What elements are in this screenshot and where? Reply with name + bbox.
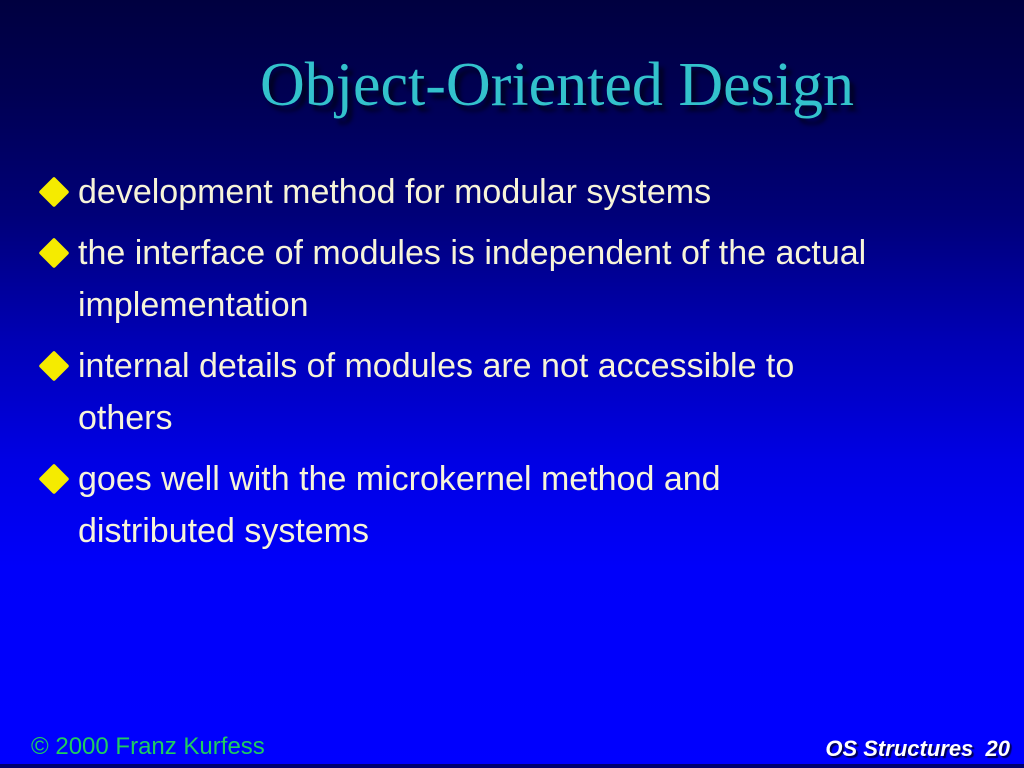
bullet-line: distributed systems <box>78 512 369 550</box>
bullet-line: internal details of modules are not accessible to <box>78 347 795 385</box>
bullet-line: goes well with the microkernel method and <box>78 460 721 498</box>
bullet-line: implementation <box>78 286 309 324</box>
slide-footer-page-label: OS Structures 20 <box>825 736 1010 761</box>
bullet-item <box>40 340 1008 444</box>
bullet-line: others <box>78 399 173 437</box>
slide-title: Object-Oriented Design <box>260 51 854 119</box>
bullet-diamond-icon <box>38 463 69 494</box>
bullet-diamond-icon <box>38 350 69 381</box>
bullet-item <box>40 227 1008 331</box>
bullet-list <box>40 166 1008 566</box>
slide-bottom-edge <box>0 764 1024 768</box>
copyright-text: © 2000 Franz Kurfess <box>31 733 265 760</box>
bullet-line: the interface of modules is independent of the actual <box>78 234 867 272</box>
bullet-diamond-icon <box>38 176 69 207</box>
bullet-text <box>78 340 794 444</box>
bullet-text <box>78 166 711 218</box>
bullet-item <box>40 166 1008 218</box>
bullet-line: development method for modular systems <box>78 173 712 211</box>
bullet-item <box>40 453 1008 557</box>
bullet-text <box>78 227 866 331</box>
bullet-diamond-icon <box>38 237 69 268</box>
bullet-text <box>78 453 721 557</box>
